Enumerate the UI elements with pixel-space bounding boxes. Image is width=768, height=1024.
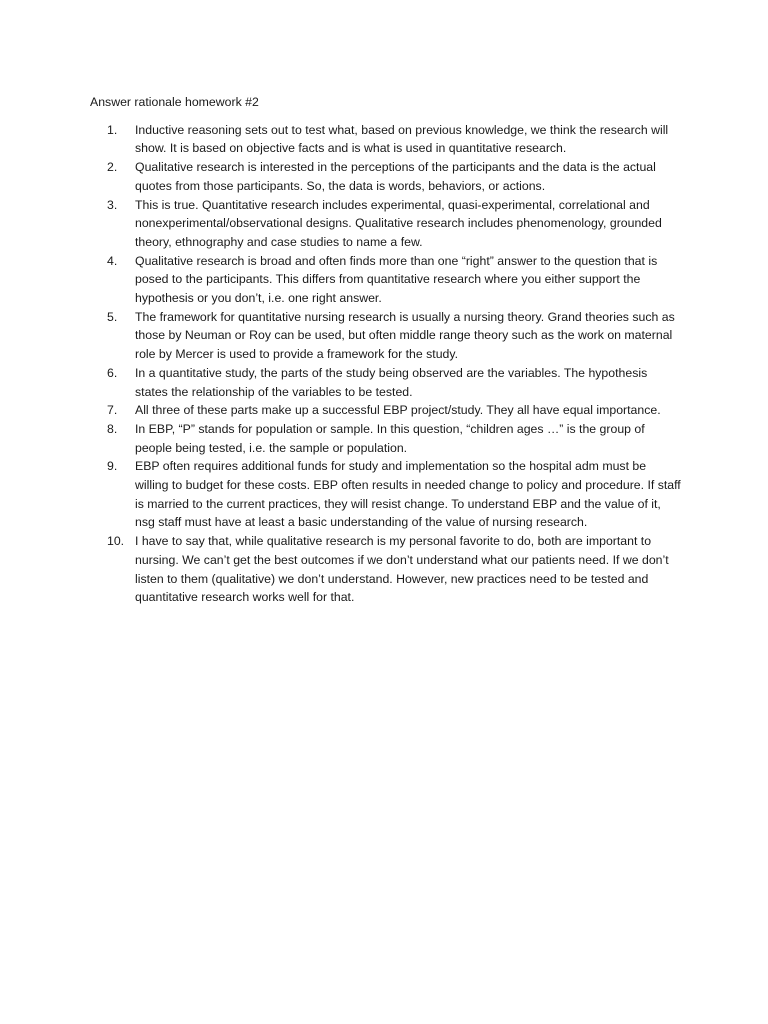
- answer-list: [90, 121, 682, 607]
- list-item-number-text: 1.: [107, 122, 118, 137]
- list-item-text: In a quantitative study, the parts of the study being observed are the variables. The hypothesis states the relationship of the variables to be tested.: [135, 365, 648, 399]
- list-item-number: [90, 158, 135, 177]
- list-item: [90, 364, 682, 401]
- list-item-number: [90, 420, 135, 439]
- list-item-number-text: 2.: [107, 160, 118, 175]
- list-item-number-text: 9.: [107, 459, 118, 474]
- list-item-number: [90, 457, 135, 476]
- list-item: [90, 252, 682, 308]
- list-item-number-text: 5.: [107, 309, 118, 324]
- list-item-number: [90, 401, 135, 420]
- list-item-number-text: 4.: [107, 253, 118, 268]
- list-item: [90, 420, 682, 457]
- list-item-text: EBP often requires additional funds for study and implementation so the hospital adm must be willing to budget for these costs. EBP often results in needed change to policy and procedure. If staff is married to the current practices, they will resist change. To understand EBP and the value of it, nsg staff must have at least a basic understanding of the value of nursing research.: [135, 459, 681, 530]
- list-item-text: Inductive reasoning sets out to test what, based on previous knowledge, we think the research will show. It is based on objective facts and is what is used in quantitative research.: [135, 122, 669, 156]
- list-item-text: I have to say that, while qualitative research is my personal favorite to do, both are important to nursing. We can’t get the best outcomes if we don’t understand what our patients need. If we don’t listen to them (qualitative) we don’t understand. However, new practices need to be tested and quantitative research works well for that.: [135, 534, 669, 605]
- list-item-number: [90, 121, 135, 140]
- list-item: [90, 121, 682, 158]
- document-body: [90, 93, 682, 607]
- list-item-text: In EBP, “P” stands for population or sample. In this question, “children ages …” is the group of people being tested, i.e. the sample or population.: [135, 421, 645, 455]
- list-item-text: Qualitative research is interested in the perceptions of the participants and the data is the actual quotes from those participants. So, the data is words, behaviors, or actions.: [135, 160, 656, 193]
- list-item: [90, 308, 682, 364]
- list-item-text: This is true. Quantitative research includes experimental, quasi-experimental, correlational and nonexperimental/observational designs. Qualitative research includes phenomenology, grounded theory, ethnography and case studies to name a few.: [135, 197, 662, 249]
- list-item-number: [90, 364, 135, 383]
- list-item: [90, 457, 682, 532]
- list-item: [90, 196, 682, 252]
- list-item-text: Qualitative research is broad and often finds more than one “right” answer to the question that is posed to the participants. This differs from quantitative research where you either support the hypothesis or you don’t, i.e. one right answer.: [135, 253, 658, 306]
- list-item-number: [90, 252, 135, 271]
- list-item: [90, 532, 682, 607]
- list-item-number: [90, 532, 135, 551]
- list-item-text: All three of these parts make up a successful EBP project/study. They all have equal importance.: [135, 403, 661, 418]
- list-item-number-text: 8.: [107, 421, 118, 436]
- list-item: [90, 401, 682, 420]
- list-item-number-text: 7.: [107, 403, 118, 418]
- list-item-number: [90, 196, 135, 215]
- list-item: [90, 158, 682, 195]
- list-item-number-text: 3.: [107, 197, 118, 212]
- list-item-number-text: 10.: [107, 534, 125, 549]
- document-title: Answer rationale homework #2: [90, 95, 259, 109]
- list-item-number: [90, 308, 135, 327]
- list-item-text: The framework for quantitative nursing research is usually a nursing theory. Grand theories such as those by Neuman or Roy can be used, but often middle range theory such as the work on maternal role by Mercer is used to provide a framework for the study.: [135, 309, 675, 362]
- list-item-number-text: 6.: [107, 365, 118, 380]
